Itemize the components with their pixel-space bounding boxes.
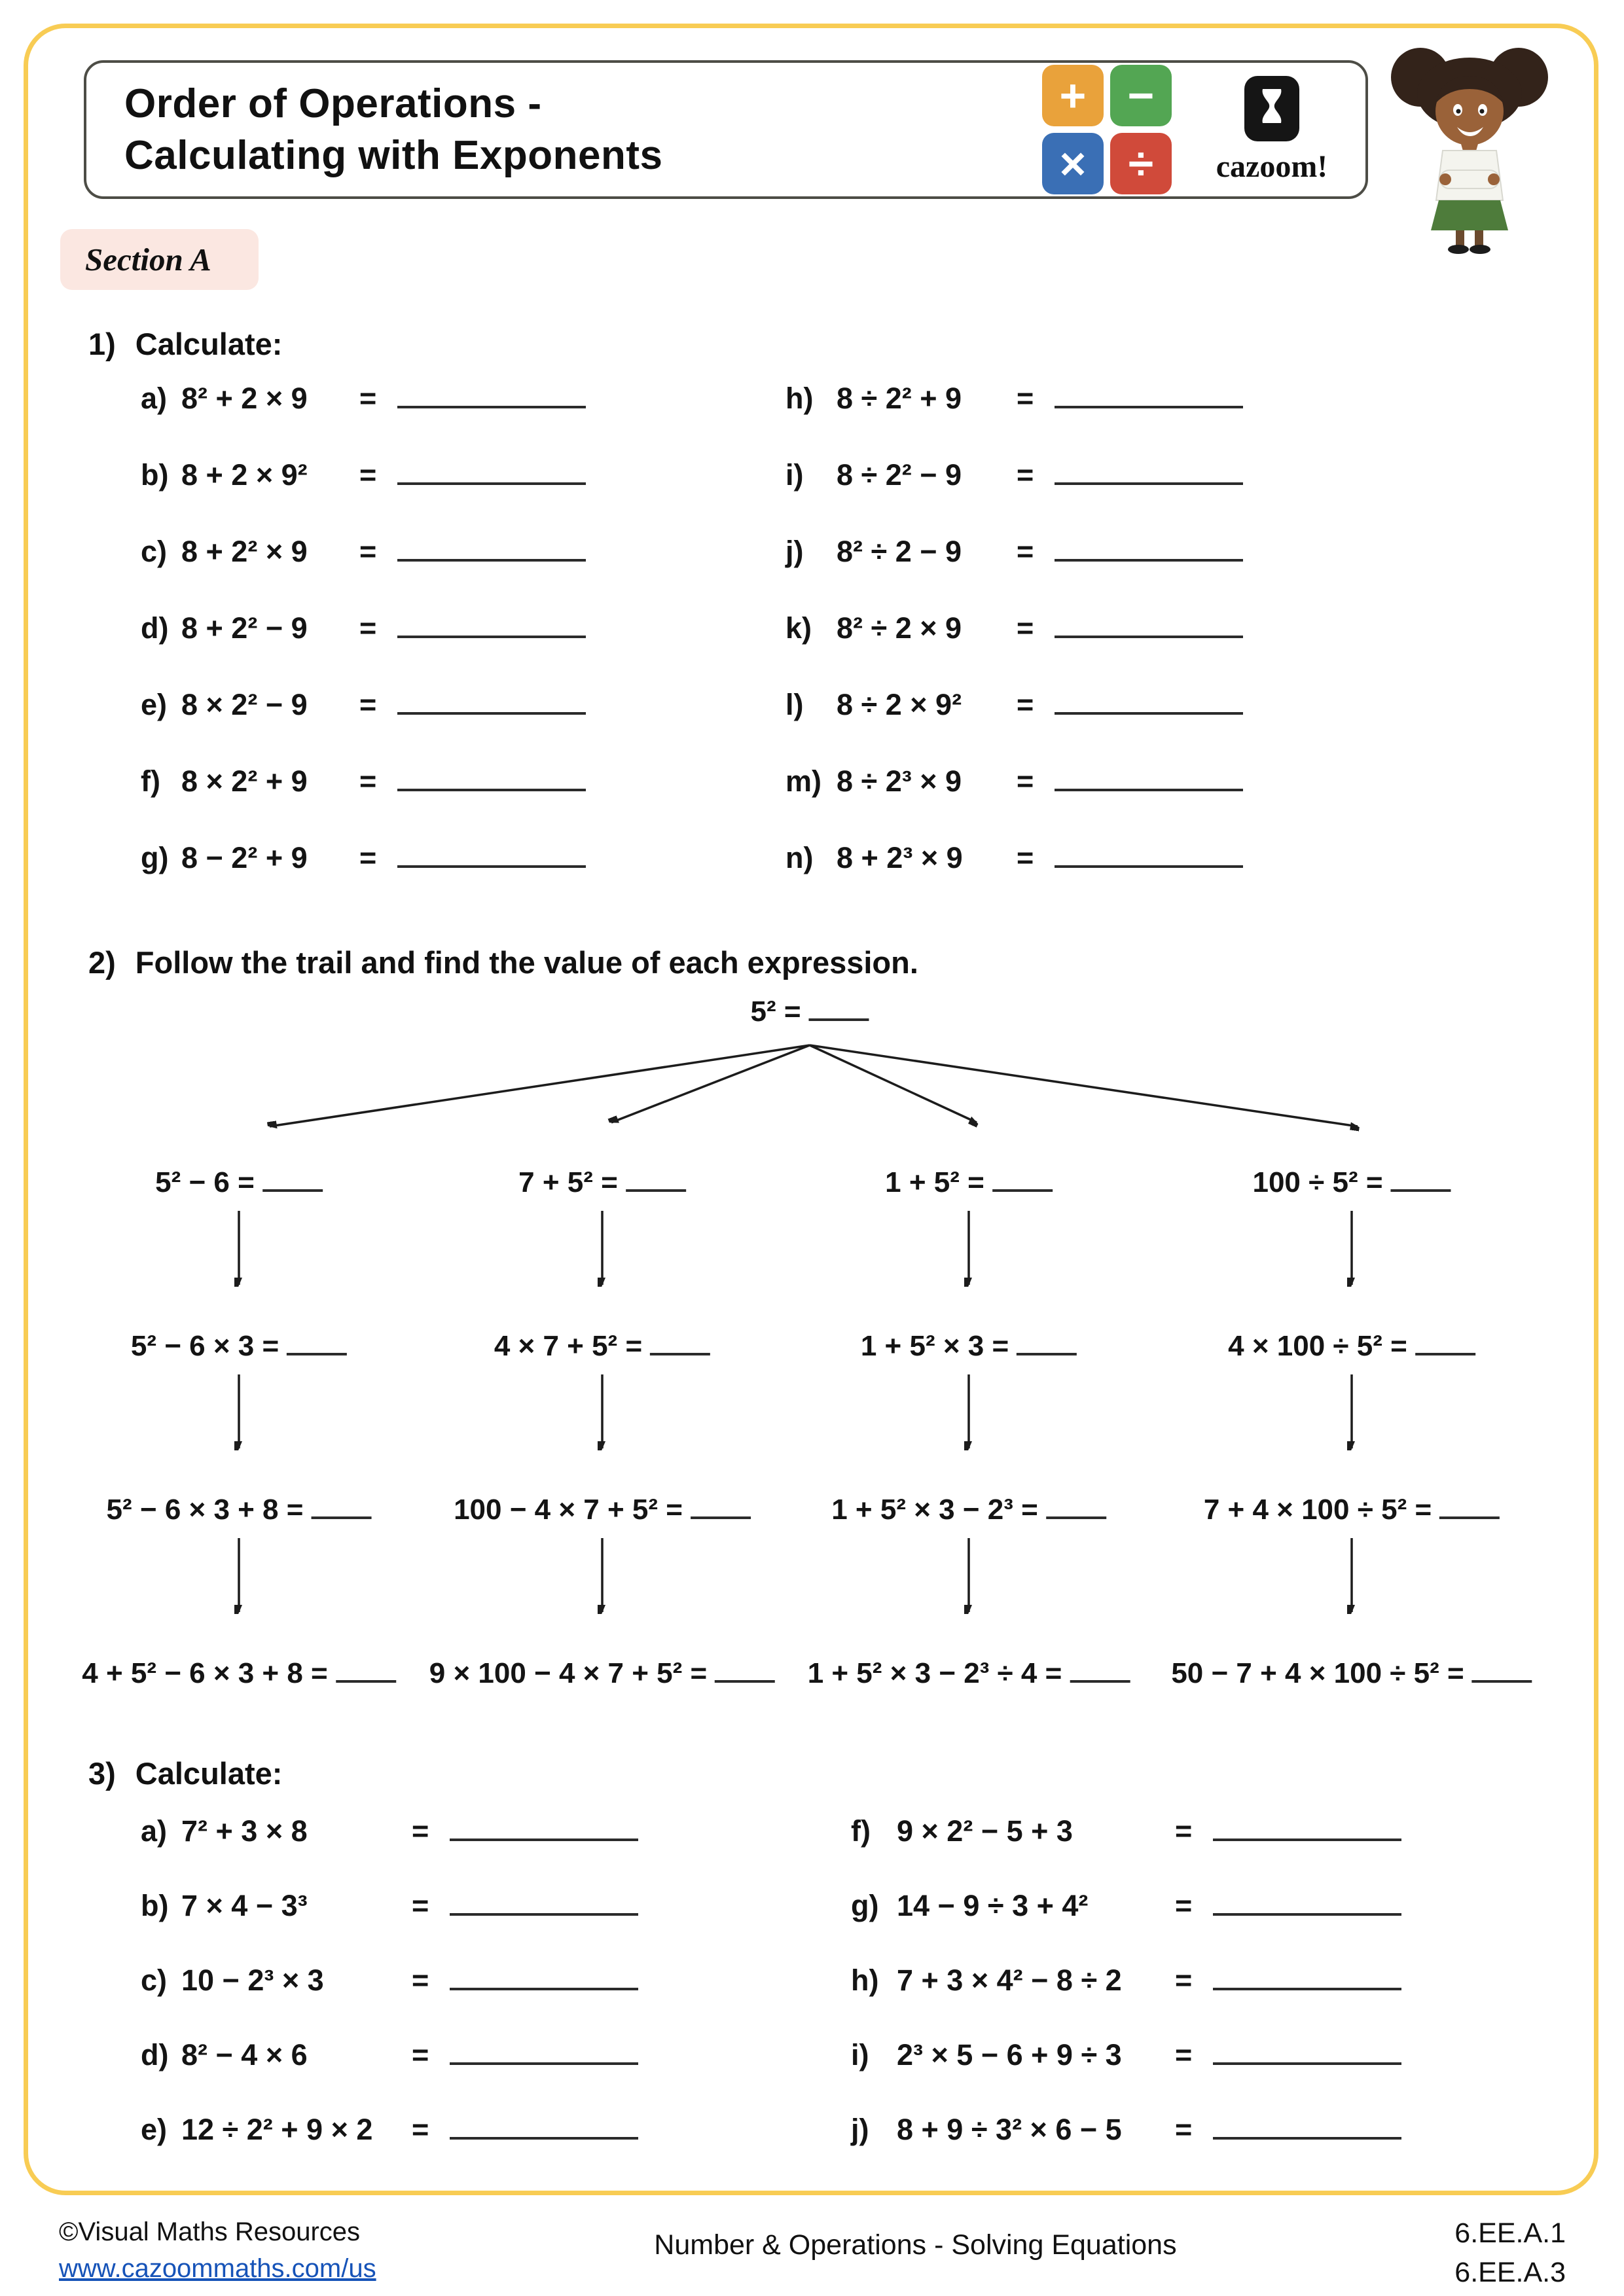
problem-label: b) — [141, 1889, 169, 1922]
problem-expression: 2³ × 5 − 6 + 9 ÷ 3 — [897, 2038, 1122, 2072]
equals-sign: = — [1017, 611, 1034, 645]
problem-label: c) — [141, 535, 168, 568]
answer-blank — [397, 477, 586, 485]
cazoom-logo — [1202, 75, 1342, 185]
equals-sign: = — [1017, 841, 1034, 874]
answer-blank — [992, 1184, 1053, 1192]
divide-icon: ÷ — [1110, 133, 1172, 194]
problem-row-q1-k — [785, 611, 1243, 688]
answer-blank — [809, 1013, 869, 1021]
problem-label: g) — [141, 841, 169, 874]
trail-expression: 1 + 5² × 3 − 2³ ÷ 4 = — [807, 1657, 1062, 1689]
answer-blank — [397, 554, 586, 562]
question-3-left-column — [141, 1814, 638, 2187]
problem-expression: 7² + 3 × 8 — [181, 1814, 308, 1848]
equals-sign: = — [359, 841, 377, 874]
problem-row-q1-l — [785, 688, 1243, 764]
question-1-number: 1) — [88, 327, 116, 361]
title-line-1: Order of Operations - — [124, 81, 542, 126]
equals-sign: = — [412, 1964, 429, 1997]
problem-row-q1-a — [141, 382, 586, 458]
trail-node-c1-s3 — [107, 1494, 372, 1526]
equals-sign: = — [1175, 1964, 1193, 1997]
cazoom-logo-text: cazoom! — [1216, 149, 1328, 184]
problem-label: h) — [851, 1964, 879, 1997]
problem-row-q3-f — [851, 1814, 1401, 1889]
trail-node-c2-s4 — [429, 1657, 775, 1690]
problem-label: i) — [785, 458, 804, 492]
problem-expression: 8 + 2 × 9² — [181, 458, 308, 492]
trail-node-c3-s4 — [808, 1657, 1130, 1690]
trail-expression: 5² − 6 × 3 + 8 = — [106, 1494, 304, 1526]
trail-node-c1-s2 — [131, 1330, 347, 1363]
multiply-icon: × — [1042, 133, 1104, 194]
problem-row-q3-b — [141, 1889, 638, 1964]
operations-icon — [1042, 65, 1172, 194]
problem-expression: 8 ÷ 2² + 9 — [837, 382, 962, 415]
problem-expression: 8 ÷ 2² − 9 — [837, 458, 962, 492]
trail-expression: 100 − 4 × 7 + 5² = — [454, 1494, 683, 1526]
problem-row-q3-j — [851, 2113, 1401, 2187]
equals-sign: = — [1017, 458, 1034, 492]
website-link[interactable]: www.cazoommaths.com/us — [59, 2254, 376, 2283]
problem-label: f) — [141, 764, 160, 798]
problem-expression: 8 + 9 ÷ 3² × 6 − 5 — [897, 2113, 1122, 2146]
answer-blank — [1070, 1675, 1130, 1683]
equals-sign: = — [412, 2113, 429, 2146]
answer-blank — [397, 401, 586, 408]
trail-expression: 9 × 100 − 4 × 7 + 5² = — [429, 1657, 708, 1689]
problem-row-q3-g — [851, 1889, 1401, 1964]
equals-sign: = — [359, 611, 377, 645]
problem-label: d) — [141, 611, 169, 645]
question-3-right-column — [851, 1814, 1401, 2187]
problem-label: a) — [141, 1814, 168, 1848]
trail-node-c4-s1 — [1252, 1166, 1451, 1199]
problem-label: j) — [785, 535, 804, 568]
trail-expression: 1 + 5² × 3 − 2³ = — [831, 1494, 1038, 1526]
section-a-badge: Section A — [60, 229, 259, 290]
problem-expression: 8 × 2² + 9 — [181, 764, 308, 798]
problem-expression: 10 − 2³ × 3 — [181, 1964, 324, 1997]
problem-label: i) — [851, 2038, 869, 2072]
problem-row-q1-c — [141, 535, 586, 611]
problem-label: g) — [851, 1889, 879, 1922]
equals-sign: = — [1017, 382, 1034, 415]
problem-expression: 14 − 9 ÷ 3 + 4² — [897, 1889, 1089, 1922]
mascot-illustration — [1375, 31, 1564, 254]
trail-node-c1-s1 — [155, 1166, 323, 1199]
equals-sign: = — [412, 2038, 429, 2072]
trail-node-c3-s3 — [831, 1494, 1106, 1526]
problem-row-q1-b — [141, 458, 586, 535]
answer-blank — [626, 1184, 686, 1192]
answer-blank — [1415, 1348, 1475, 1355]
answer-blank — [1055, 707, 1243, 715]
trail-expression: 5² − 6 = — [155, 1166, 255, 1198]
answer-blank — [1055, 783, 1243, 791]
problem-label: a) — [141, 382, 168, 415]
trail-expression: 1 + 5² × 3 = — [860, 1330, 1009, 1362]
answer-blank — [262, 1184, 323, 1192]
equals-sign: = — [1175, 2113, 1193, 2146]
cazoom-logo-mark-icon — [1243, 75, 1301, 146]
question-3-number: 3) — [88, 1756, 116, 1791]
problem-expression: 8 + 2² × 9 — [181, 535, 308, 568]
answer-blank — [1046, 1511, 1106, 1519]
problem-label: c) — [141, 1964, 168, 1997]
trail-node-c1-s4 — [82, 1657, 396, 1690]
trail-expression: 4 × 100 ÷ 5² = — [1228, 1330, 1407, 1362]
problem-row-q1-n — [785, 841, 1243, 918]
equals-sign: = — [359, 535, 377, 568]
problem-expression: 8 + 2³ × 9 — [837, 841, 963, 874]
trail-node-c4-s4 — [1171, 1657, 1532, 1690]
problem-row-q1-i — [785, 458, 1243, 535]
answer-blank — [1213, 1982, 1401, 1990]
problem-row-q3-i — [851, 2038, 1401, 2113]
trail-root — [750, 996, 869, 1028]
problem-label: j) — [851, 2113, 869, 2146]
problem-row-q1-g — [141, 841, 586, 918]
equals-sign: = — [1175, 1814, 1193, 1848]
plus-icon: + — [1042, 65, 1104, 126]
answer-blank — [1439, 1511, 1500, 1519]
problem-row-q1-e — [141, 688, 586, 764]
problem-expression: 8² ÷ 2 × 9 — [837, 611, 962, 645]
worksheet-title — [124, 78, 1042, 182]
answer-blank — [450, 1982, 638, 1990]
answer-blank — [450, 1833, 638, 1841]
problem-expression: 8² − 4 × 6 — [181, 2038, 308, 2072]
trail-node-c4-s3 — [1204, 1494, 1500, 1526]
standard-code-2: 6.EE.A.3 — [1454, 2257, 1566, 2289]
answer-blank — [1472, 1675, 1532, 1683]
answer-blank — [691, 1511, 751, 1519]
problem-expression: 7 + 3 × 4² − 8 ÷ 2 — [897, 1964, 1122, 1997]
equals-sign: = — [1017, 535, 1034, 568]
trail-expression: 7 + 4 × 100 ÷ 5² = — [1203, 1494, 1432, 1526]
problem-expression: 8² + 2 × 9 — [181, 382, 308, 415]
problem-row-q3-c — [141, 1964, 638, 2038]
problem-row-q3-h — [851, 1964, 1401, 2038]
question-3-prompt: Calculate: — [135, 1756, 283, 1791]
problem-expression: 8 ÷ 2 × 9² — [837, 688, 962, 721]
trail-node-c2-s2 — [494, 1330, 710, 1363]
equals-sign: = — [1017, 688, 1034, 721]
answer-blank — [287, 1348, 347, 1355]
answer-blank — [1055, 477, 1243, 485]
problem-expression: 8 ÷ 2³ × 9 — [837, 764, 962, 798]
answer-blank — [1213, 1833, 1401, 1841]
answer-blank — [450, 2132, 638, 2140]
answer-blank — [397, 860, 586, 868]
problem-expression: 8 + 2² − 9 — [181, 611, 308, 645]
trail-expression: 50 − 7 + 4 × 100 ÷ 5² = — [1171, 1657, 1464, 1689]
answer-blank — [450, 2057, 638, 2065]
problem-row-q1-d — [141, 611, 586, 688]
problem-label: f) — [851, 1814, 871, 1848]
trail-expression: 7 + 5² = — [518, 1166, 618, 1198]
header — [84, 60, 1368, 199]
equals-sign: = — [412, 1889, 429, 1922]
problem-row-q1-h — [785, 382, 1243, 458]
answer-blank — [1055, 630, 1243, 638]
equals-sign: = — [412, 1814, 429, 1848]
trail-expression: 1 + 5² = — [885, 1166, 984, 1198]
equals-sign: = — [359, 764, 377, 798]
equals-sign: = — [359, 458, 377, 492]
copyright-text: ©Visual Maths Resources — [59, 2217, 361, 2246]
problem-label: e) — [141, 2113, 168, 2146]
footer-left — [59, 2214, 376, 2287]
footer-topic: Number & Operations - Solving Equations — [654, 2229, 1177, 2261]
answer-blank — [650, 1348, 710, 1355]
problem-expression: 12 ÷ 2² + 9 × 2 — [181, 2113, 373, 2146]
answer-blank — [450, 1908, 638, 1916]
answer-blank — [397, 707, 586, 715]
problem-label: d) — [141, 2038, 169, 2072]
trail-node-c3-s2 — [861, 1330, 1077, 1363]
answer-blank — [397, 783, 586, 791]
answer-blank — [1213, 2132, 1401, 2140]
problem-row-q1-f — [141, 764, 586, 841]
trail-expression: 100 ÷ 5² = — [1252, 1166, 1383, 1198]
question-1-right-column — [785, 382, 1243, 918]
problem-label: k) — [785, 611, 812, 645]
footer-standards — [1454, 2214, 1566, 2292]
answer-blank — [1017, 1348, 1077, 1355]
answer-blank — [1391, 1184, 1451, 1192]
trail-node-c4-s2 — [1228, 1330, 1475, 1363]
problem-expression: 8 × 2² − 9 — [181, 688, 308, 721]
answer-blank — [1055, 401, 1243, 408]
problem-expression: 8 − 2² + 9 — [181, 841, 308, 874]
problem-row-q1-j — [785, 535, 1243, 611]
question-2-prompt: Follow the trail and find the value of each expression. — [135, 945, 918, 980]
problem-expression: 9 × 2² − 5 + 3 — [897, 1814, 1073, 1848]
equals-sign: = — [1175, 1889, 1193, 1922]
answer-blank — [397, 630, 586, 638]
footer — [59, 2214, 1566, 2292]
problem-row-q3-d — [141, 2038, 638, 2113]
problem-row-q3-e — [141, 2113, 638, 2187]
answer-blank — [1213, 1908, 1401, 1916]
answer-blank — [311, 1511, 371, 1519]
minus-icon: − — [1110, 65, 1172, 126]
problem-label: n) — [785, 841, 814, 874]
equals-sign: = — [359, 688, 377, 721]
problem-label: e) — [141, 688, 168, 721]
problem-label: l) — [785, 688, 804, 721]
girl-cartoon-icon — [1375, 31, 1564, 254]
answer-blank — [1055, 554, 1243, 562]
equals-sign: = — [359, 382, 377, 415]
answer-blank — [1055, 860, 1243, 868]
problem-label: h) — [785, 382, 814, 415]
problem-row-q1-m — [785, 764, 1243, 841]
trail-expression: 4 × 7 + 5² = — [494, 1330, 643, 1362]
standard-code-1: 6.EE.A.1 — [1454, 2217, 1566, 2249]
problem-label: m) — [785, 764, 821, 798]
problem-expression: 8² ÷ 2 − 9 — [837, 535, 962, 568]
question-1-prompt: Calculate: — [135, 327, 283, 361]
answer-blank — [1213, 2057, 1401, 2065]
answer-blank — [336, 1675, 396, 1683]
answer-blank — [715, 1675, 775, 1683]
trail-diagram — [0, 978, 1624, 1744]
trail-expression: 5² − 6 × 3 = — [130, 1330, 280, 1362]
trail-node-c3-s1 — [885, 1166, 1053, 1199]
title-line-2: Calculating with Exponents — [124, 133, 663, 178]
question-1-heading — [88, 326, 282, 362]
question-1-left-column — [141, 382, 586, 918]
trail-expression: 5² = — [750, 996, 801, 1028]
equals-sign: = — [1017, 764, 1034, 798]
question-3-heading — [88, 1755, 282, 1791]
equals-sign: = — [1175, 2038, 1193, 2072]
problem-label: b) — [141, 458, 169, 492]
trail-node-c2-s3 — [454, 1494, 751, 1526]
problem-expression: 7 × 4 − 3³ — [181, 1889, 308, 1922]
question-2-heading — [88, 944, 918, 980]
problem-row-q3-a — [141, 1814, 638, 1889]
trail-expression: 4 + 5² − 6 × 3 + 8 = — [82, 1657, 328, 1689]
question-2-number: 2) — [88, 945, 116, 980]
trail-node-c2-s1 — [518, 1166, 686, 1199]
